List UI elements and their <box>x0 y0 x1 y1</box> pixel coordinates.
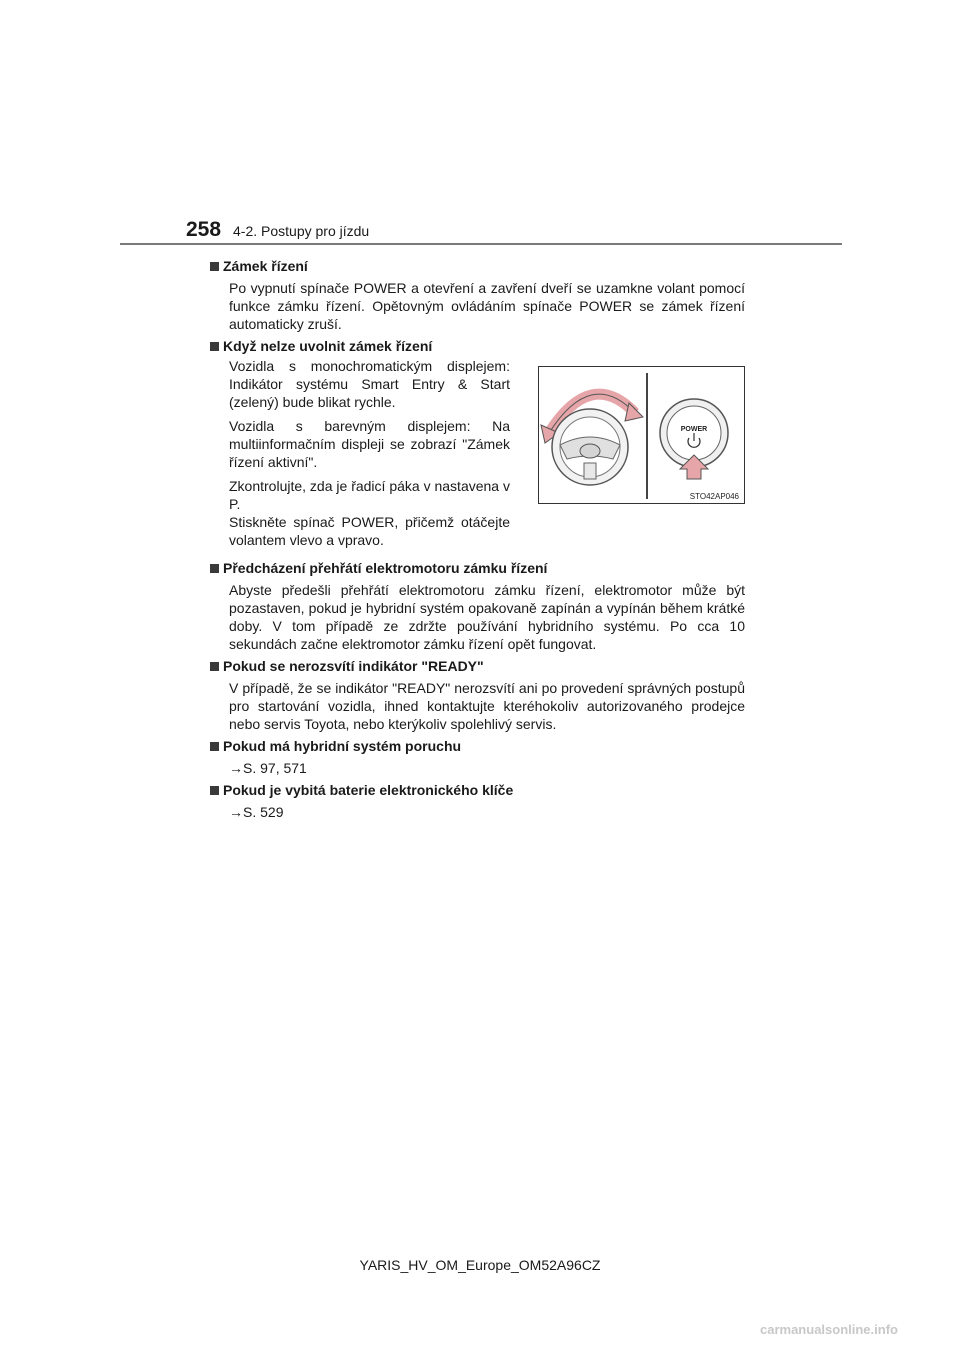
heading-text: Když nelze uvolnit zámek řízení <box>223 338 433 354</box>
heading-text: Pokud se nerozsvítí indikátor "READY" <box>223 658 484 674</box>
paragraph: Abyste předešli přehřátí elektromotoru zámku řízení, elektromotor může být pozastaven, pokud je hybridní systém opakovaně zapínán a vypínán během krátké doby. V tom případě ze zdržte používání hybridního systému. Po cca 10 sekundách začne elektromotor zámku řízení opět fungovat. <box>229 582 745 652</box>
heading-cannot-unlock <box>210 337 745 355</box>
paragraph: Zkontrolujte, zda je řadicí páka v nastavena v P. <box>229 478 510 512</box>
power-button-icon <box>660 399 728 479</box>
paragraph: Vozidla s barevným displejem: Na multiinformačním displeji se zobrazí "Zámek řízení aktivní". <box>229 418 510 470</box>
page-reference-link[interactable]: →S. 529 <box>229 804 284 820</box>
text-with-figure <box>229 357 745 555</box>
heading-ready <box>210 657 745 675</box>
paragraph: Vozidla s monochromatickým displejem: Indikátor systému Smart Entry & Start (zelený) bude blikat rychle. <box>229 358 510 410</box>
heading-text: Předcházení přehřátí elektromotoru zámku řízení <box>223 560 548 576</box>
page-number: 258 <box>186 218 222 241</box>
paragraph: V případě, že se indikátor "READY" nerozsvítí ani po provedení správných postupů pro startování vozidla, ihned kontaktujte kteréhokoliv autorizovaného prodejce nebo servis Toyota, nebo kterýkoliv spolehlivý servis. <box>229 680 745 732</box>
heading-text: Zámek řízení <box>223 258 308 274</box>
heading-steering-lock <box>210 257 745 275</box>
heading-key-battery <box>210 781 745 799</box>
bullet-square-icon <box>210 342 219 351</box>
main-content <box>210 253 745 821</box>
power-label: POWER <box>680 426 708 433</box>
steering-lock-illustration <box>538 366 745 504</box>
heading-overheat <box>210 559 745 577</box>
bullet-square-icon <box>210 742 219 751</box>
watermark: carmanualsonline.info <box>760 1322 898 1337</box>
steering-wheel-icon <box>541 394 643 485</box>
bullet-square-icon <box>210 662 219 671</box>
paragraph: Po vypnutí spínače POWER a otevření a zavření dveří se uzamkne volant pomocí funkce zámku řízení. Opětovným ovládáním spínače POWER se zámek řízení automaticky zruší. <box>229 280 745 332</box>
paragraph: Stiskněte spínač POWER, přičemž otáčejte volantem vlevo a vpravo. <box>229 514 510 548</box>
heading-text: Pokud má hybridní systém poruchu <box>223 738 462 754</box>
footer-doc-code: YARIS_HV_OM_Europe_OM52A96CZ <box>359 1257 601 1273</box>
bullet-square-icon <box>210 262 219 271</box>
figure-code: STO42AP046 <box>689 492 739 501</box>
section-title: 4-2. Postupy pro jízdu <box>233 223 370 239</box>
heading-hybrid-fault <box>210 737 745 755</box>
figure-side-text <box>229 357 510 555</box>
heading-text: Pokud je vybitá baterie elektronického klíče <box>223 782 514 798</box>
bullet-square-icon <box>210 786 219 795</box>
header-rule <box>120 243 842 245</box>
page-reference-link[interactable]: →S. 97, 571 <box>229 760 307 776</box>
bullet-square-icon <box>210 564 219 573</box>
